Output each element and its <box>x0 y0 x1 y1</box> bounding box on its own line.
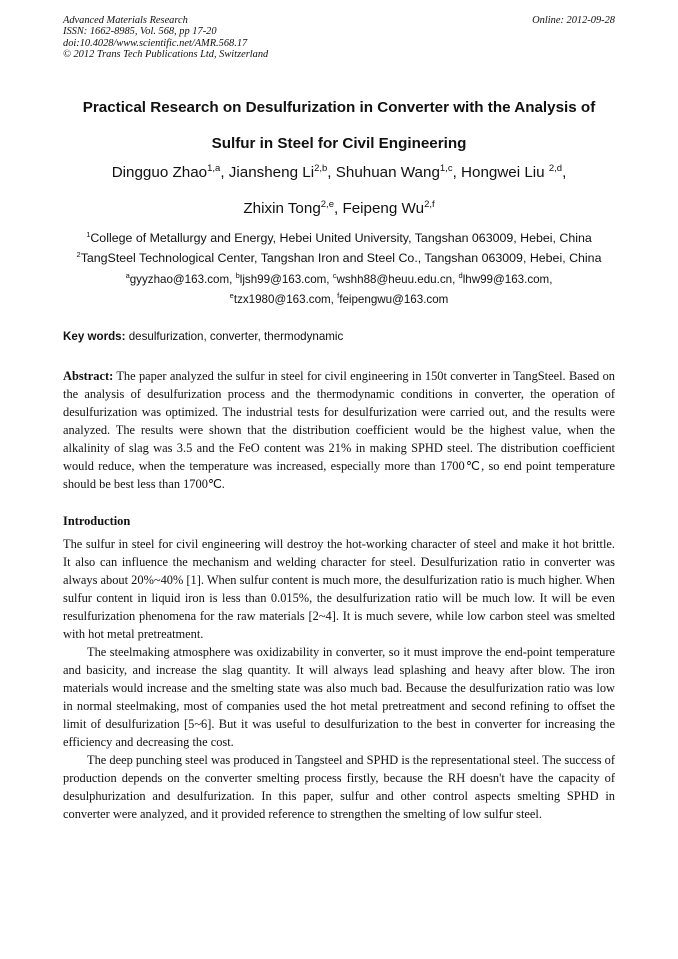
email-mark: b <box>235 271 240 281</box>
keywords <box>63 329 615 345</box>
email-address: gyyzhao@163.com, <box>129 273 236 286</box>
online-date: Online: 2012-09-28 <box>532 15 615 26</box>
author-affil-mark: 2,e <box>320 198 334 210</box>
author-separator: , <box>220 164 229 181</box>
journal-header <box>63 15 615 61</box>
email-line-1 <box>40 270 638 290</box>
author-affil-mark: 2,d <box>548 162 563 174</box>
author-name: Jiansheng Li <box>228 164 315 181</box>
author-affil-mark: 1,c <box>439 162 453 174</box>
title-line-1: Practical Research on Desulfurization in Converter with the Analysis of <box>82 99 596 116</box>
email-address: lhw99@163.com, <box>462 273 553 286</box>
affiliation-list <box>40 228 638 268</box>
author-name: Shuhuan Wang <box>335 164 440 181</box>
email-mark: f <box>337 291 340 301</box>
email-mark: c <box>332 271 337 281</box>
author-separator: , <box>562 164 567 181</box>
paragraph: The deep punching steel was produced in Tangsteel and SPHD is the representational steel. The success of production depends on the converter smelting process firstly, because the RH doesn't have the capacity of desulphurization and desulfurization. In this paper, sulfur and other control aspects smelting SPHD in converter were analyzed, and it provided reference to strengthen the smelting of low sulfur steel. <box>63 753 615 821</box>
author-affil-mark: 2,f <box>424 198 435 210</box>
author-name: Dingguo Zhao <box>111 164 208 181</box>
email-list <box>40 270 638 310</box>
author-affil-mark: 2,b <box>314 162 328 174</box>
abstract-text: The paper analyzed the sulfur in steel for civil engineering in 150t converter in TangSteel. Based on the analysis of desulfurization process and the thermodynamic conditions in converter, the operation of desulfurization was optimized. The industrial tests for desulfurization were carried out, and the results were analyzed. The results were shown that the distribution coefficient would be the highest value, when the alkalinity of slag was 3.5 and the FeO content was 21% in making SPHD steel. The distribution coefficient would reduce, when the temperature was increased, especially more than 1700℃, so end point temperature should be best less than 1700℃. <box>63 369 615 491</box>
author-list <box>40 155 638 227</box>
affiliation-text: College of Metallurgy and Energy, Hebei United University, Tangshan 063009, Hebei, China <box>90 231 592 245</box>
email-mark: d <box>458 271 463 281</box>
author-separator: , <box>333 200 343 217</box>
paragraph: The steelmaking atmosphere was oxidizability in converter, so it must improve the end-point temperature and basicity, and increase the slag quantity. It will always lead splashing and heavy after blow. The iron materials would increase and the smelting state was also much bad. Because the desulfurization ratio was low in normal steelmaking, most of companies used the hot metal pretreatment and second refining to offset the limit of desulfurization [5~6]. But it was useful to desulfurization to the best in converter for increasing the efficiency and decreasing the cost. <box>63 645 615 749</box>
abstract <box>63 367 615 493</box>
doi-line: doi:10.4028/www.scientific.net/AMR.568.17 <box>63 37 248 49</box>
introduction-body <box>63 535 615 823</box>
affiliation-mark: 1 <box>86 229 91 239</box>
section-heading-introduction: Introduction <box>63 514 131 528</box>
journal-name: Advanced Materials Research <box>63 15 188 26</box>
title-line-2: Sulfur in Steel for Civil Engineering <box>211 135 467 152</box>
author-name: Zhixin Tong <box>243 200 321 217</box>
keywords-text: desulfurization, converter, thermodynamic <box>125 330 344 343</box>
affiliation-1 <box>40 228 638 248</box>
issn-line: ISSN: 1662-8985, Vol. 568, pp 17-20 <box>63 26 217 38</box>
affiliation-2 <box>40 248 638 268</box>
author-name: Feipeng Wu <box>342 200 425 217</box>
author-line-2 <box>40 191 638 227</box>
email-mark: e <box>229 291 234 301</box>
author-separator: , <box>327 164 336 181</box>
email-address: feipengwu@163.com <box>339 293 449 306</box>
email-address: ljsh99@163.com, <box>239 273 333 286</box>
abstract-label: Abstract: <box>63 369 114 383</box>
email-address: wshh88@heuu.edu.cn, <box>336 273 459 286</box>
keywords-label: Key words: <box>63 330 126 343</box>
author-line-1 <box>40 155 638 191</box>
paragraph: The sulfur in steel for civil engineering will destroy the hot-working character of steel and make it hot brittle. It also can influence the mechanism and welding character for steel. Desulfurization ratio in converter was always about 20%~40% [1]. When sulfur content is much more, the desulfurization ratio is much higher. When sulfur content in liquid iron is less than 0.015%, the desulfurization ratio will be much low. It will be even resulfurization phenomena for the raw materials [2~4]. It is much severe, while low carbon steel was smelted with hot metal pretreatment. <box>63 537 615 641</box>
author-name: Hongwei Liu <box>461 164 549 181</box>
email-address: tzx1980@163.com, <box>233 293 338 306</box>
email-mark: a <box>125 271 130 281</box>
author-separator: , <box>452 164 462 181</box>
email-line-2 <box>40 290 638 310</box>
author-affil-mark: 1,a <box>207 162 221 174</box>
copyright-line: © 2012 Trans Tech Publications Ltd, Switzerland <box>63 49 269 61</box>
affiliation-text: TangSteel Technological Center, Tangshan Iron and Steel Co., Tangshan 063009, Hebei, China <box>80 251 602 265</box>
affiliation-mark: 2 <box>76 249 81 259</box>
paper-title <box>40 90 638 162</box>
